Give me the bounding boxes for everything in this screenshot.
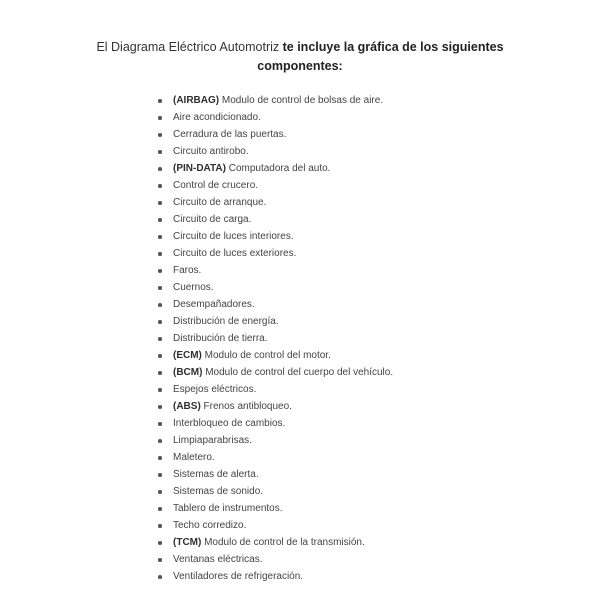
item-code: (PIN-DATA) <box>173 163 226 174</box>
list-item <box>154 364 393 381</box>
bullet-icon <box>158 303 162 307</box>
list-item <box>154 330 393 347</box>
item-text: Limpiaparabrisas. <box>173 435 252 446</box>
item-text: Sistemas de alerta. <box>173 469 259 480</box>
bullet-icon <box>158 354 162 358</box>
item-text: Techo corredizo. <box>173 520 247 531</box>
component-list <box>154 92 393 585</box>
bullet-icon <box>158 252 162 256</box>
list-item <box>154 534 393 551</box>
list-item <box>154 313 393 330</box>
item-text: Ventiladores de refrigeración. <box>173 571 304 582</box>
list-item <box>154 228 393 245</box>
bullet-icon <box>158 558 162 562</box>
item-code: (ECM) <box>173 350 202 361</box>
list-item <box>154 92 393 109</box>
list-item <box>154 517 393 534</box>
bullet-icon <box>158 286 162 290</box>
list-item <box>154 381 393 398</box>
bullet-icon <box>158 133 162 137</box>
item-text: Circuito antirobo. <box>173 146 249 157</box>
item-text: Desempañadores. <box>173 299 255 310</box>
item-text: Ventanas eléctricas. <box>173 554 263 565</box>
bullet-icon <box>158 184 162 188</box>
bullet-icon <box>158 116 162 120</box>
bullet-icon <box>158 218 162 222</box>
list-item <box>154 296 393 313</box>
item-text: Cerradura de las puertas. <box>173 129 287 140</box>
item-text: Aire acondicionado. <box>173 112 261 123</box>
item-text: Modulo de control del cuerpo del vehículo. <box>202 367 394 378</box>
bullet-icon <box>158 235 162 239</box>
list-item <box>154 109 393 126</box>
list-item <box>154 245 393 262</box>
bullet-icon <box>158 405 162 409</box>
list-item <box>154 551 393 568</box>
item-code: (AIRBAG) <box>173 95 220 106</box>
item-text: Cuernos. <box>173 282 214 293</box>
bullet-icon <box>158 337 162 341</box>
list-item <box>154 194 393 211</box>
bullet-icon <box>158 575 162 579</box>
bullet-icon <box>158 456 162 460</box>
item-text: Control de crucero. <box>173 180 259 191</box>
item-text: Modulo de control de la transmisión. <box>201 537 365 548</box>
item-text: Distribución de energía. <box>173 316 279 327</box>
bullet-icon <box>158 490 162 494</box>
item-text: Distribución de tierra. <box>173 333 268 344</box>
bullet-icon <box>158 388 162 392</box>
bullet-icon <box>158 439 162 443</box>
item-text: Circuito de arranque. <box>173 197 267 208</box>
list-item <box>154 466 393 483</box>
list-item <box>154 568 393 585</box>
item-text: Espejos eléctricos. <box>173 384 257 395</box>
item-code: (TCM) <box>173 537 202 548</box>
item-text: Maletero. <box>173 452 215 463</box>
list-item <box>154 398 393 415</box>
list-item <box>154 262 393 279</box>
item-text: Interbloqueo de cambios. <box>173 418 286 429</box>
item-text: Circuito de luces interiores. <box>173 231 294 242</box>
bullet-icon <box>158 320 162 324</box>
item-text: Computadora del auto. <box>225 163 331 174</box>
bullet-icon <box>158 524 162 528</box>
item-text: Frenos antibloqueo. <box>200 401 292 412</box>
item-text: Circuito de luces exteriores. <box>173 248 297 259</box>
intro-paragraph <box>0 38 600 76</box>
bullet-icon <box>158 422 162 426</box>
intro-bold-line2: componentes: <box>257 59 343 73</box>
list-item <box>154 500 393 517</box>
item-code: (ABS) <box>173 401 201 412</box>
list-item <box>154 279 393 296</box>
item-text: Modulo de control del motor. <box>201 350 331 361</box>
list-item <box>154 347 393 364</box>
list-item <box>154 432 393 449</box>
item-text: Modulo de control de bolsas de aire. <box>219 95 384 106</box>
list-item <box>154 126 393 143</box>
intro-bold-line1: te incluye la gráfica de los siguientes <box>282 40 504 54</box>
item-text: Sistemas de sonido. <box>173 486 264 497</box>
list-item <box>154 415 393 432</box>
item-text: Tablero de instrumentos. <box>173 503 283 514</box>
list-item <box>154 143 393 160</box>
list-item <box>154 483 393 500</box>
intro-text: El Diagrama Eléctrico Automotriz <box>96 40 283 54</box>
bullet-icon <box>158 473 162 477</box>
bullet-icon <box>158 99 162 103</box>
bullet-icon <box>158 371 162 375</box>
list-item <box>154 177 393 194</box>
bullet-icon <box>158 507 162 511</box>
bullet-icon <box>158 201 162 205</box>
item-text: Circuito de carga. <box>173 214 252 225</box>
list-item <box>154 211 393 228</box>
bullet-icon <box>158 541 162 545</box>
bullet-icon <box>158 167 162 171</box>
bullet-icon <box>158 150 162 154</box>
item-text: Faros. <box>173 265 202 276</box>
list-item <box>154 449 393 466</box>
item-code: (BCM) <box>173 367 203 378</box>
bullet-icon <box>158 269 162 273</box>
list-item <box>154 160 393 177</box>
